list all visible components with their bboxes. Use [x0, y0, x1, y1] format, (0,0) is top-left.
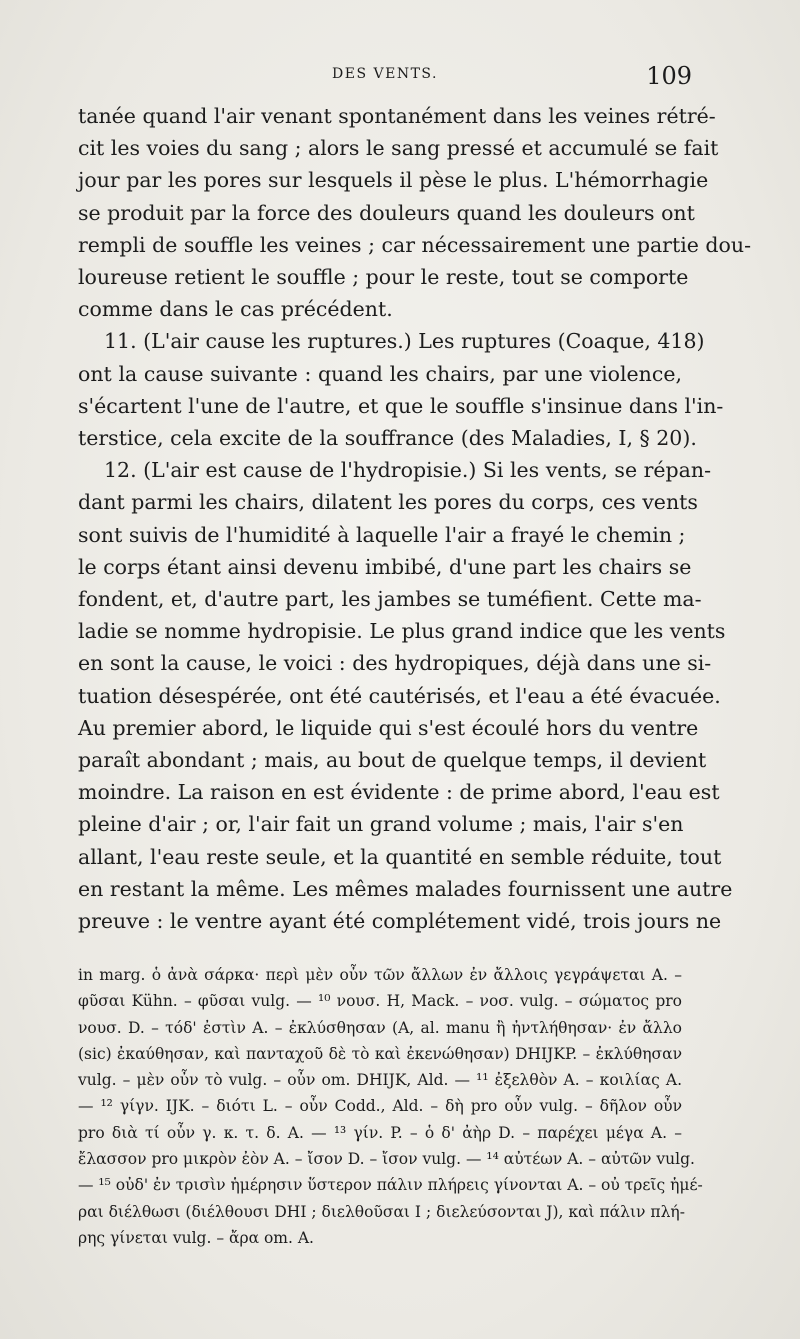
footnote-line: νουσ. D. – τόδ' ἐστὶν A. – ἐκλύσθησαν (A, al. manu ἢ ἠντλήθησαν· ἐν ἄλλο — [78, 1018, 682, 1037]
text-line: rempli de souffle les veines ; car nécessairement une partie dou- — [78, 232, 751, 257]
footnote-line: ἔλασσον pro μικρὸν ἐὸν A. – ἴσον D. – ἴσον vulg. — ¹⁴ αὐτέων A. – αὐτῶν vulg. — [78, 1150, 695, 1169]
footnotes — [78, 962, 703, 1251]
text-line: Au premier abord, le liquide qui s'est écoulé hors du ventre — [78, 715, 699, 740]
section-11-heading-line: 11. (L'air cause les ruptures.) Les ruptures (Coaque, 418) — [104, 329, 705, 354]
text-line: terstice, cela excite de la souffrance (des Maladies, I, § 20). — [78, 426, 697, 451]
footnote-line: in marg. ὁ ἀνὰ σάρκα· περὶ μὲν οὖν τῶν ἄλλων ἐν ἄλλοις γεγράψεται A. – — [78, 966, 682, 984]
text-line: paraît abondant ; mais, au bout de quelque temps, il devient — [78, 748, 707, 773]
section-12-heading-line: 12. (L'air est cause de l'hydropisie.) Si les vents, se répan- — [104, 458, 711, 483]
text-line: en sont la cause, le voici : des hydropiques, déjà dans une si- — [78, 651, 712, 676]
text-line: ont la cause suivante : quand les chairs, par une violence, — [78, 361, 682, 386]
text-line: se produit par la force des douleurs quand les douleurs ont — [78, 200, 695, 225]
footnote-line: vulg. – μὲν οὖν τὸ vulg. – οὖν om. DHIJK, Ald. — ¹¹ ἐξελθὸν A. – κοιλίας A. — [78, 1071, 682, 1090]
text-line: preuve : le ventre ayant été complétement vidé, trois jours ne — [78, 909, 722, 934]
footnote-line: — ¹⁵ οὐδ' ἐν τρισὶν ἡμέρησιν ὕστερον πάλιν πλήρεις γίνονται A. – οὐ τρεῖς ἡμέ- — [78, 1176, 703, 1195]
text-line: sont suivis de l'humidité à laquelle l'air a frayé le chemin ; — [78, 522, 686, 547]
text-line: cit les voies du sang ; alors le sang pressé et accumulé se fait — [78, 136, 719, 161]
text-line: loureuse retient le souffle ; pour le reste, tout se comporte — [78, 265, 689, 290]
text-line: tuation désespérée, ont été cautérisés, et l'eau a été évacuée. — [78, 683, 721, 708]
footnote-line: ραι διέλθωσι (διέλθουσι DHI ; διελθοῦσαι I ; διελεύσονται J), καὶ πάλιν πλή- — [78, 1202, 685, 1221]
text-line: allant, l'eau reste seule, et la quantité en semble réduite, tout — [78, 844, 722, 869]
footnote-line: pro διὰ τί οὖν γ. κ. τ. δ. A. — ¹³ γίν. P. – ὁ δ' ἀὴρ D. – παρέχει μέγα A. – — [78, 1123, 682, 1142]
text-line: ladie se nomme hydropisie. Le plus grand indice que les vents — [78, 619, 726, 644]
text-line: s'écartent l'une de l'autre, et que le souffle s'insinue dans l'in- — [78, 393, 724, 418]
main-text — [78, 100, 751, 937]
text-line: jour par les pores sur lesquels il pèse le plus. L'hémorrhagie — [78, 168, 709, 193]
footnote-line: (sic) ἐκαύθησαν, καὶ πανταχοῦ δὲ τὸ καὶ ἐκενώθησαν) DHIJKP. – ἐκλύθησαν — [78, 1044, 682, 1063]
text-line: comme dans le cas précédent. — [78, 297, 393, 322]
page-header — [78, 62, 692, 96]
text-line: fondent, et, d'autre part, les jambes se tuméfient. Cette ma- — [78, 587, 702, 612]
footnote-line: — ¹² γίγν. IJK. – διότι L. – οὖν Codd., Ald. – δὴ pro οὖν vulg. – δῆλον οὖν — [78, 1097, 682, 1116]
text-line: tanée quand l'air venant spontanément dans les veines rétré- — [78, 104, 716, 128]
text-line: pleine d'air ; or, l'air fait un grand volume ; mais, l'air s'en — [78, 812, 684, 837]
text-line: dant parmi les chairs, dilatent les pores du corps, ces vents — [78, 490, 698, 515]
text-line: moindre. La raison en est évidente : de prime abord, l'eau est — [78, 780, 720, 805]
running-title: DES VENTS. — [332, 66, 438, 82]
footnote-line: φῦσαι Kühn. – φῦσαι vulg. — ¹⁰ νουσ. H, Mack. – νοσ. vulg. – σώματος pro — [78, 992, 682, 1011]
text-line: en restant la même. Les mêmes malades fournissent une autre — [78, 876, 733, 901]
text-line: le corps étant ainsi devenu imbibé, d'une part les chairs se — [78, 554, 692, 579]
page-number: 109 — [646, 62, 692, 90]
footnote-line: ρης γίνεται vulg. – ἄρα om. A. — [78, 1228, 314, 1247]
